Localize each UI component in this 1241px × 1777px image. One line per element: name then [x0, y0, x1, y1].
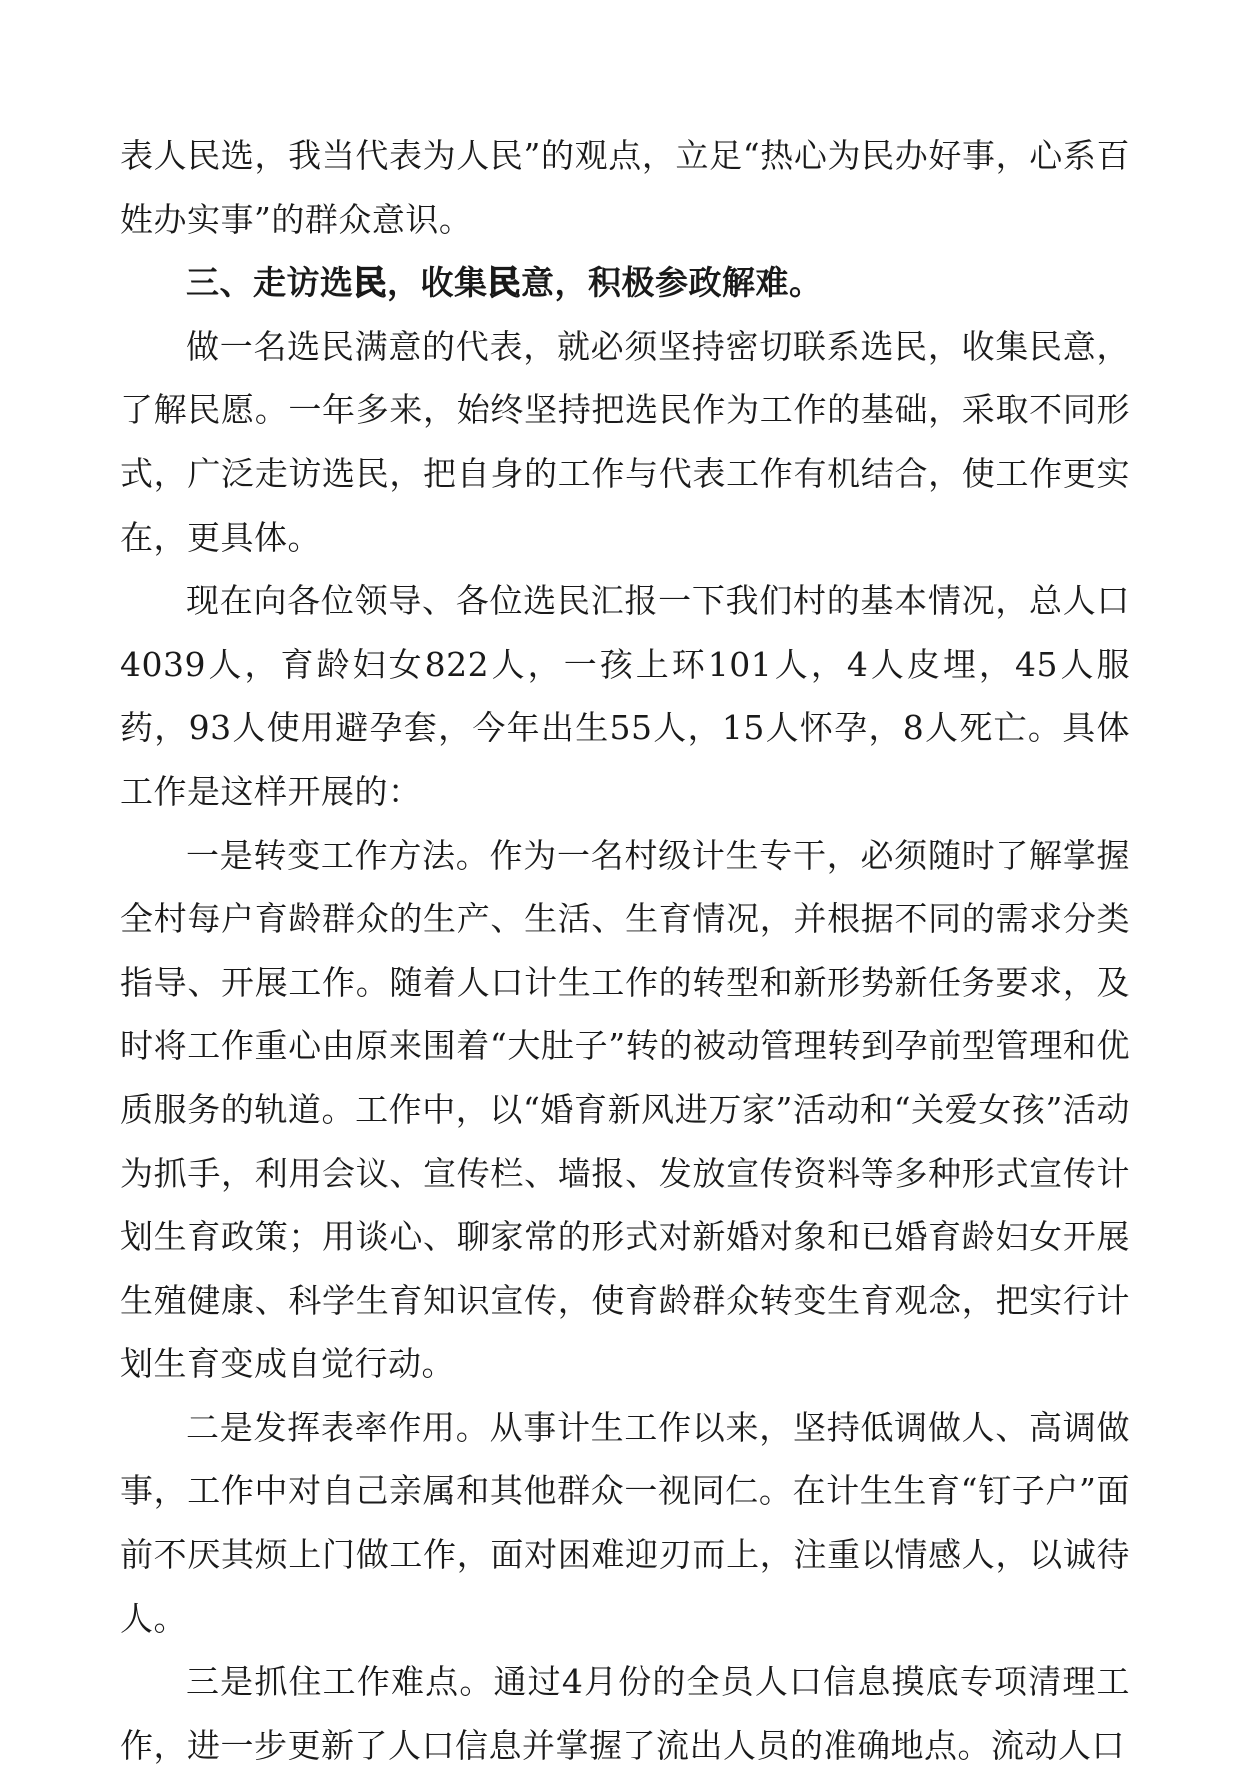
heading-outline-char: 民: [487, 263, 521, 303]
document-body: [120, 124, 1130, 1777]
heading-part: 三、走访选: [186, 263, 354, 303]
heading-part: ，收集: [387, 263, 488, 303]
paragraph-village-statistics: 现在向各位领导、各位选民汇报一下我们村的基本情况，总人口4039人，育龄妇女822人，一孩上环101人，4人皮埋，45人服药，93人使用避孕套，今年出生55人，15人怀孕，8人死亡。具体工作是这样开展的：: [120, 581, 1130, 811]
paragraph-work-method: 一是转变工作方法。作为一名村级计生专干，必须随时了解掌握全村每户育龄群众的生产、生活、生育情况，并根据不同的需求分类指导、开展工作。随着人口计生工作的转型和新形势新任务要求，及时将工作重心由原来围着“大肚子”转的被动管理转到孕前型管理和优质服务的轨道。工作中，以“婚育新风进万家”活动和“关爱女孩”活动为抓手，利用会议、宣传栏、墙报、发放宣传资料等多种形式宣传计划生育政策；用谈心、聊家常的形式对新婚对象和已婚育龄妇女开展生殖健康、科学生育知识宣传，使育龄群众转变生育观念，把实行计划生育变成自觉行动。: [120, 835, 1130, 1384]
heading-outline-char: 民: [353, 263, 387, 303]
heading-part: 意，积极参政解难。: [521, 263, 823, 303]
paragraph-continuation: 表人民选，我当代表为人民”的观点，立足“热心为民办好事，心系百姓办实事”的群众意识。: [120, 136, 1130, 239]
section-heading-3: [120, 251, 1130, 315]
paragraph-role-model: 二是发挥表率作用。从事计生工作以来，坚持低调做人、高调做事，工作中对自己亲属和其他群众一视同仁。在计生生育“钉子户”面前不厌其烦上门做工作，面对困难迎刃而上，注重以情感人，以诚待人。: [120, 1407, 1130, 1638]
paragraph-work-difficulties: 三是抓住工作难点。通过4月份的全员人口信息摸底专项清理工作，进一步更新了人口信息并掌握了流出人员的准确地点。流动人口: [120, 1662, 1130, 1765]
paragraph-visit-voters: 做一名选民满意的代表，就必须坚持密切联系选民，收集民意，了解民愿。一年多来，始终坚持把选民作为工作的基础，采取不同形式，广泛走访选民，把自身的工作与代表工作有机结合，使工作更实在，更具体。: [120, 326, 1130, 557]
